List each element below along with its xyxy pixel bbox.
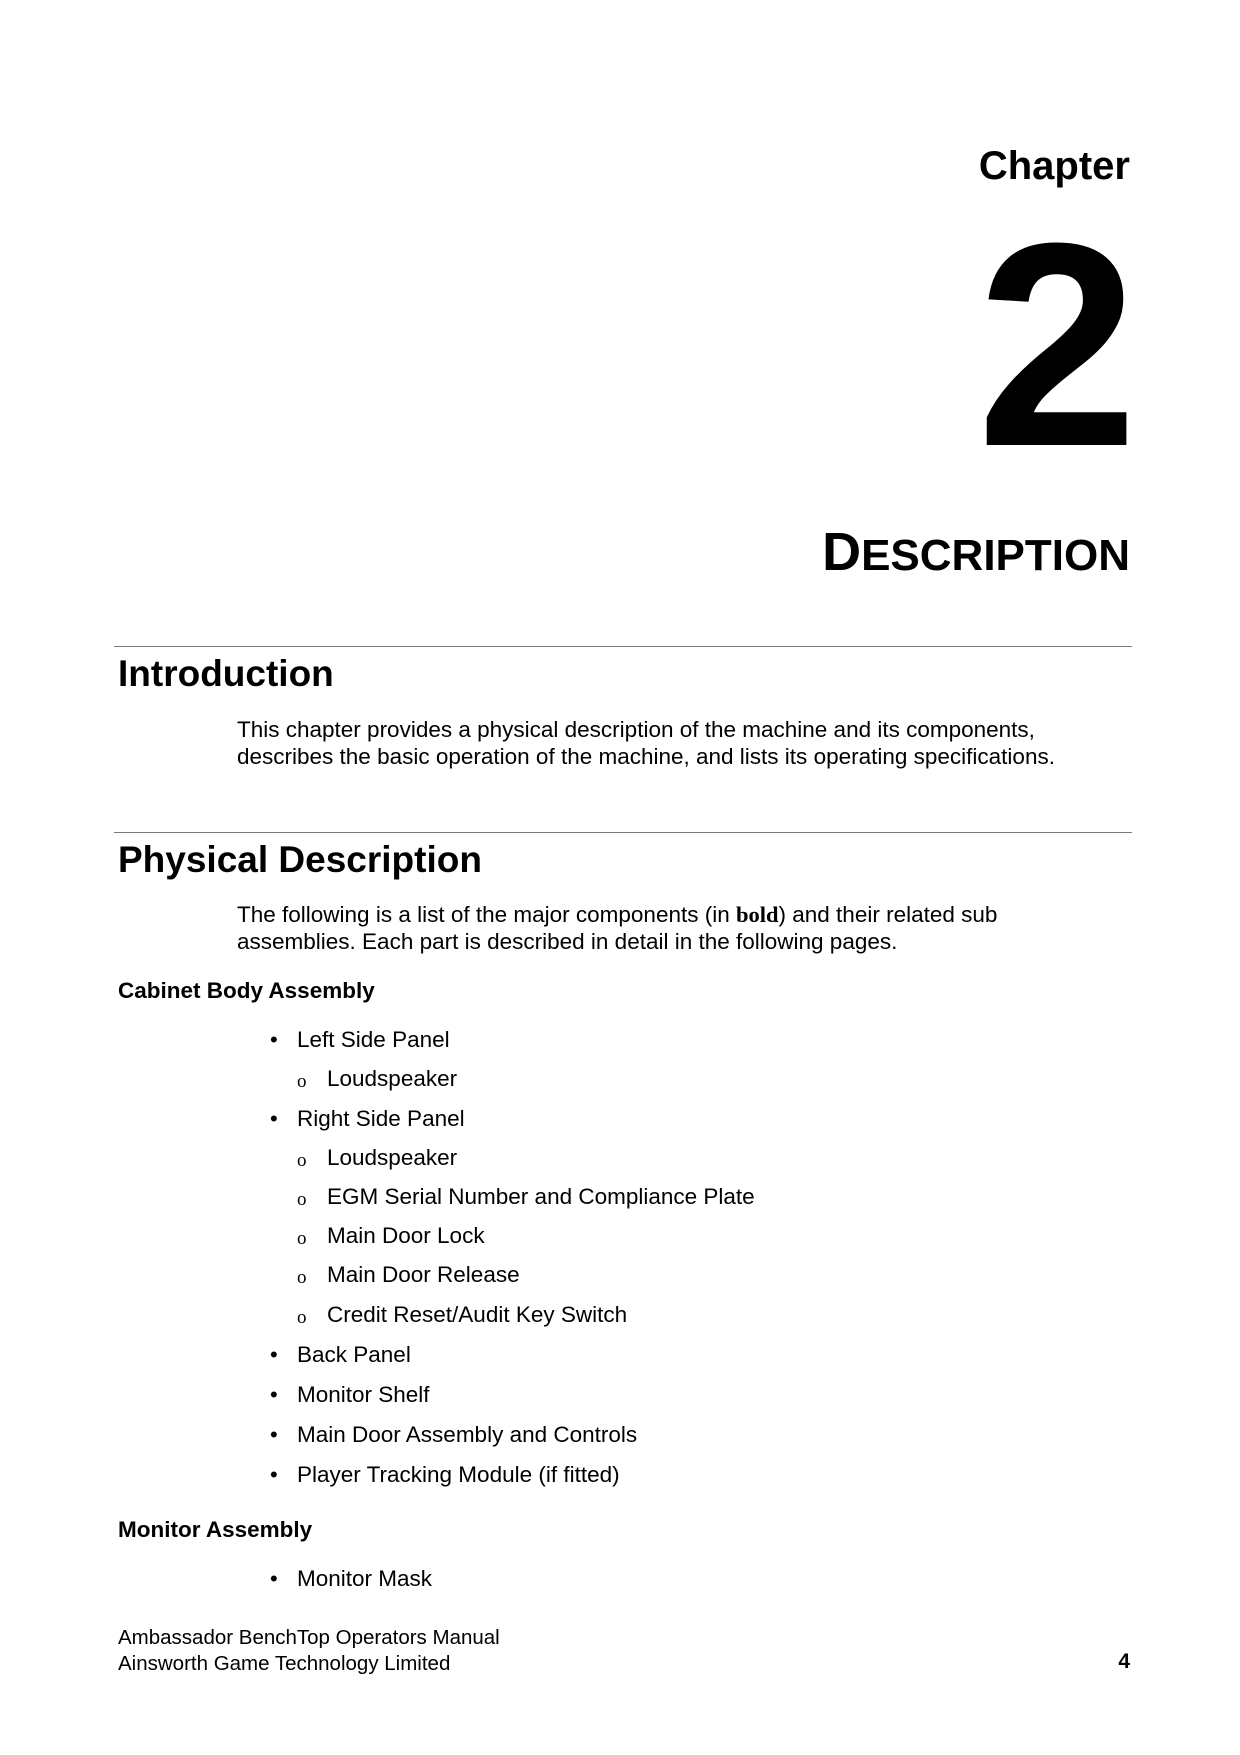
cabinet-body-assembly-heading: Cabinet Body Assembly [118, 978, 375, 1003]
section-divider [114, 832, 1132, 833]
list-item-label: Monitor Shelf [297, 1382, 430, 1407]
sub-bullet-icon: o [297, 1071, 307, 1092]
list-item [270, 1462, 620, 1487]
list-item-label: Main Door Lock [327, 1223, 485, 1248]
footer-company: Ainsworth Game Technology Limited [118, 1652, 451, 1675]
paragraph-text: ) and their related sub [778, 902, 998, 927]
paragraph-line: This chapter provides a physical description of the machine and its components, [237, 717, 1035, 742]
list-item-label: Right Side Panel [297, 1106, 465, 1131]
chapter-label: Chapter [978, 144, 1130, 188]
sub-list-item [297, 1184, 755, 1210]
list-item-label: Main Door Release [327, 1262, 520, 1287]
footer [118, 1625, 500, 1677]
chapter-title-rest: ESCRIPTION [861, 531, 1130, 580]
list-item-label: Loudspeaker [327, 1066, 458, 1091]
sub-bullet-icon: o [297, 1267, 307, 1288]
sub-bullet-icon: o [297, 1150, 307, 1171]
paragraph-line: describes the basic operation of the machine, and lists its operating specifications. [237, 744, 1055, 769]
chapter-title-initial: D [822, 522, 862, 582]
introduction-paragraph [237, 716, 1055, 770]
section-divider [114, 646, 1132, 647]
list-item-label: EGM Serial Number and Compliance Plate [327, 1184, 755, 1209]
sub-list-item [297, 1223, 485, 1249]
footer-manual-title: Ambassador BenchTop Operators Manual [118, 1626, 500, 1649]
list-item [270, 1566, 433, 1591]
introduction-heading: Introduction [118, 653, 334, 694]
list-item-label: Main Door Assembly and Controls [297, 1422, 638, 1447]
paragraph-line [237, 901, 997, 928]
bullet-icon: • [270, 1382, 278, 1407]
list-item-label: Back Panel [297, 1342, 411, 1367]
bullet-icon: • [270, 1027, 278, 1052]
paragraph-text: The following is a list of the major components (in [237, 902, 736, 927]
bold-keyword: bold [735, 902, 779, 927]
page-number: 4 [1118, 1650, 1130, 1673]
physical-description-paragraph [237, 901, 997, 955]
physical-description-heading: Physical Description [118, 839, 482, 880]
sub-list-item [297, 1262, 520, 1288]
bullet-icon: • [270, 1106, 278, 1131]
sub-list-item [297, 1145, 458, 1171]
bullet-icon: • [270, 1422, 278, 1447]
list-item [270, 1027, 450, 1052]
list-item [270, 1382, 430, 1407]
paragraph-line: assemblies. Each part is described in detail in the following pages. [237, 929, 898, 954]
list-item-label: Monitor Mask [297, 1566, 433, 1591]
bullet-icon: • [270, 1342, 278, 1367]
list-item [270, 1342, 411, 1367]
sub-list-item [297, 1066, 458, 1092]
list-item-label: Left Side Panel [297, 1027, 450, 1052]
list-item [270, 1106, 465, 1131]
list-item-label: Loudspeaker [327, 1145, 458, 1170]
sub-bullet-icon: o [297, 1307, 307, 1328]
list-item [270, 1422, 638, 1447]
bullet-icon: • [270, 1566, 278, 1591]
chapter-title [822, 522, 1130, 582]
bullet-icon: • [270, 1462, 278, 1487]
monitor-assembly-heading: Monitor Assembly [118, 1517, 313, 1542]
list-item-label: Credit Reset/Audit Key Switch [327, 1302, 628, 1327]
sub-list-item [297, 1302, 628, 1328]
list-item-label: Player Tracking Module (if fitted) [297, 1462, 620, 1487]
chapter-number: 2 [976, 183, 1134, 507]
sub-bullet-icon: o [297, 1189, 307, 1210]
sub-bullet-icon: o [297, 1228, 307, 1249]
